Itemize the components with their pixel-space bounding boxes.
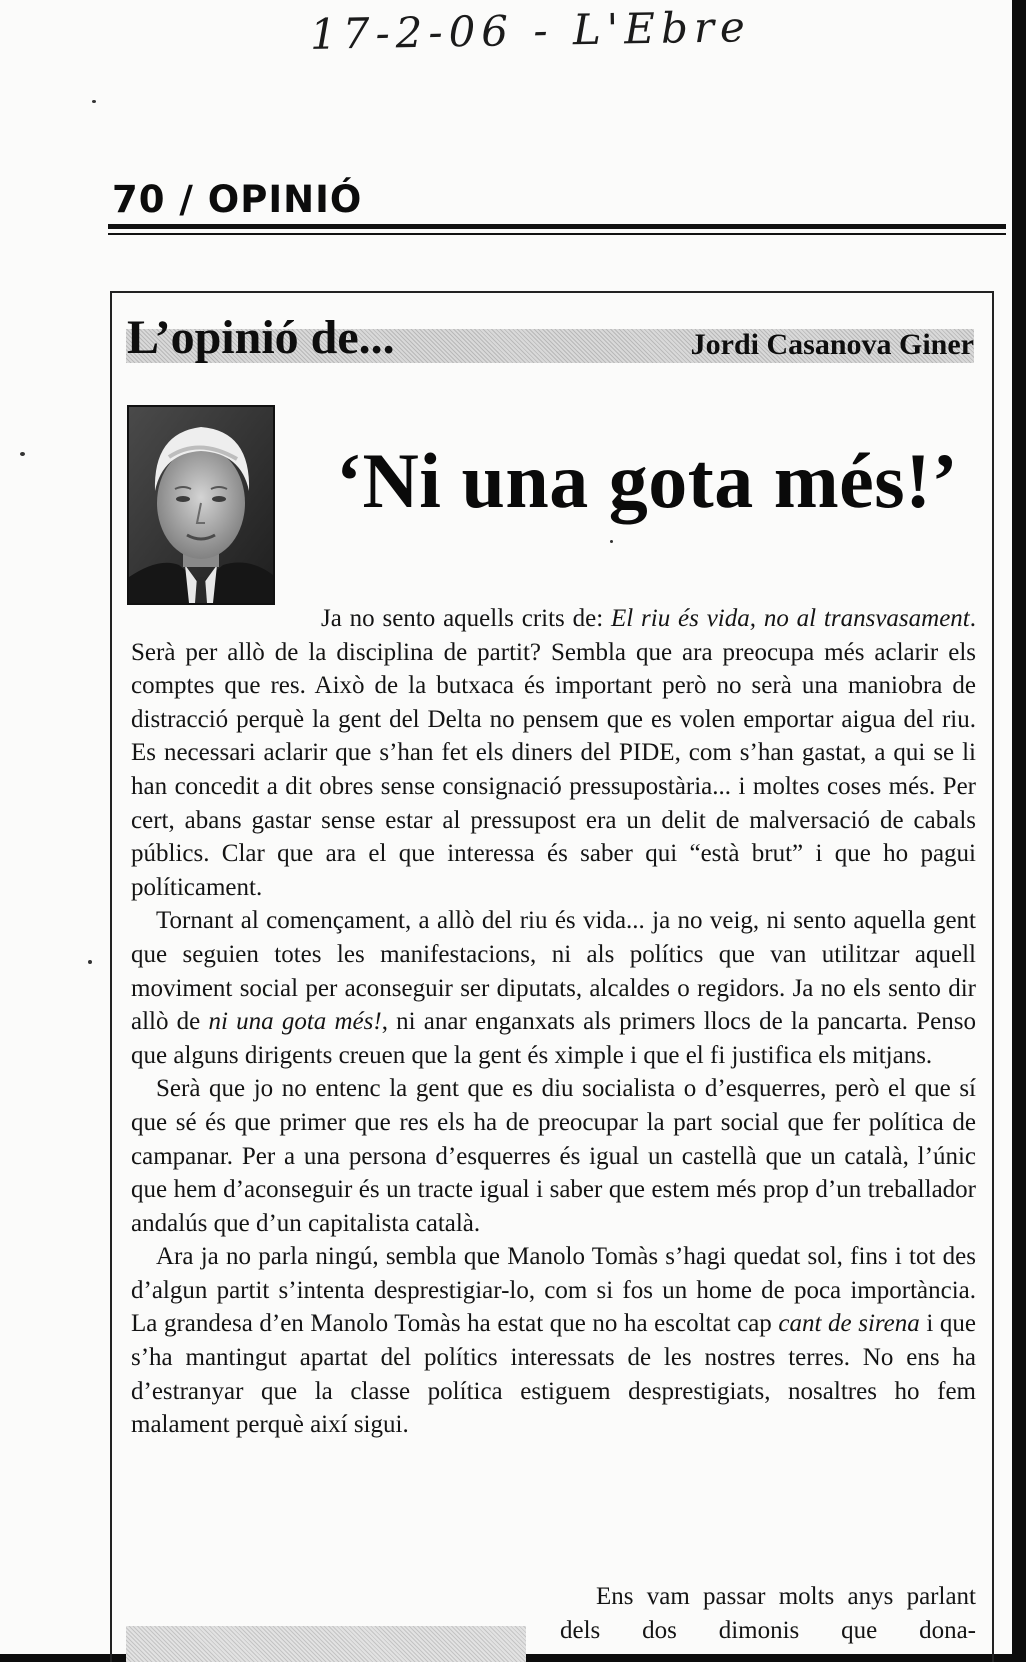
article-continuation xyxy=(560,1580,976,1647)
paragraph-2: Tornant al començament, a allò del riu és vida... ja no veig, ni sento aquella gent que seguien totes les manifestacions, ni als polítics que van utilitzar aquell moviment social per aconseguir ser diputats, alcaldes o regidors. Ja no els sento dir allò de ni una gota més!, ni anar enganxats als primers llocs de la pancarta. Penso que alguns dirigents creuen que la gent és ximple i que el fi justifica els mitjans. xyxy=(131,907,976,1069)
pull-quote-band xyxy=(126,1626,526,1662)
author-photo xyxy=(127,405,275,605)
handwritten-date-note: 17-2-06 - L'Ebre xyxy=(309,2,752,59)
scan-speck xyxy=(92,100,96,103)
author-byline: Jordi Casanova Giner xyxy=(690,328,974,361)
section-divider-thin xyxy=(108,233,1006,235)
scan-speck xyxy=(610,540,613,543)
article-body xyxy=(131,602,976,1442)
scan-speck xyxy=(88,960,92,964)
section-header: 70 / OPINIÓ xyxy=(112,178,363,221)
section-divider xyxy=(108,224,1006,229)
scan-speck xyxy=(20,452,25,456)
article-headline: ‘Ni una gota més!’ xyxy=(336,437,959,524)
paragraph-1: Ja no sento aquells crits de: El riu és vida, no al transvasament. Serà per allò de la disciplina de partit? Sembla que ara preocupa més aclarir els comptes que res. Això de la butxaca és important però no serà una maniobra de distracció perquè la gent del Delta no pensem que es volen emportar aigua del riu. Es necessari aclarir que s’han fet els diners del PIDE, com s’han gastat, a qui se li han concedit a dit obres sense consignació pressupostària... i moltes coses més. Per cert, abans gastar sense estar al pressupost era un delit de malversació de cabals públics. Clar que ara el que interessa és saber qui “està brut” i que ho pagui políticament. xyxy=(131,605,976,901)
paragraph-5: Ens vam passar molts anys parlant dels dos dimonis que dona- xyxy=(560,1583,976,1644)
paragraph-3: Serà que jo no entenc la gent que es diu socialista o d’esquerres, però el que sí que sé és que primer que res els ha de preocupar la part social que fer política de campanar. Per a una persona d’esquerres és igual un castellà que un català, l’únic que hem d’aconseguir és un tracte igual i saber que estem més prop d’un treballador andalús que d’un capitalista català. xyxy=(131,1075,976,1237)
column-title: L’opinió de... xyxy=(127,311,395,364)
paragraph-4: Ara ja no parla ningú, sembla que Manolo Tomàs s’hagi quedat sol, fins i tot des d’algun partit s’intenta desprestigiar-lo, com si fos un home de poca importància. La grandesa d’en Manolo Tomàs ha estat que no ha escoltat cap cant de sirena i que s’ha mantingut apartat del polítics interessats de les nostres terres. No ens ha d’estranyar que la classe política estiguem desprestigiats, nosaltres ho fem malament perquè així sigui. xyxy=(131,1243,977,1439)
author-portrait-image xyxy=(129,407,273,603)
